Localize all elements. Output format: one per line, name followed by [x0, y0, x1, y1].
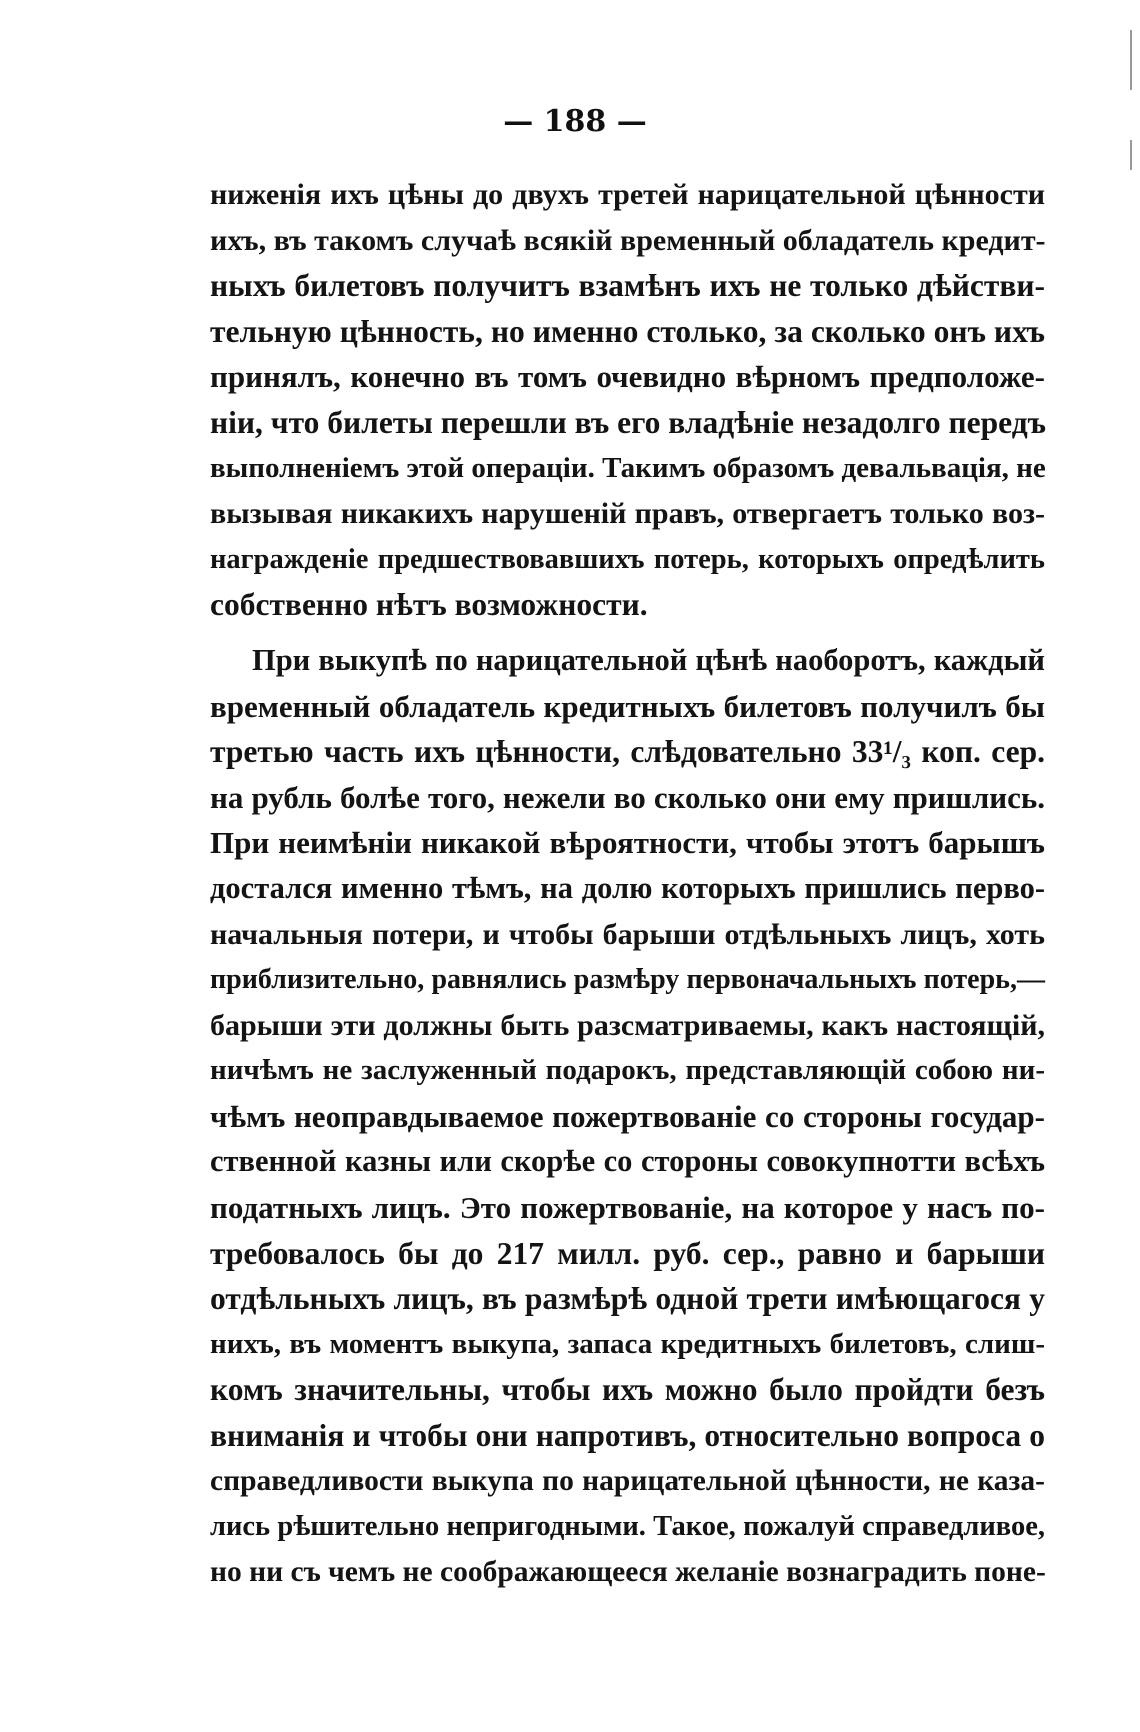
text-line: При выкупѣ по нарицательной цѣнѣ наоборотъ, каждый	[252, 642, 1045, 677]
text-line: награжденіе предшествовавшихъ потерь, которыхъ опредѣлить	[210, 543, 1045, 575]
text-line: барыши эти должны быть разсматриваемы, какъ настоящій,	[210, 1008, 1045, 1042]
text-line: ныхъ билетовъ получитъ взамѣнъ ихъ не только дѣйстви-	[210, 268, 1045, 304]
paragraph	[210, 638, 1045, 1595]
scan-edge-mark	[1130, 30, 1132, 90]
text-line: достался именно тѣмъ, на долю которыхъ пришлись перво-	[210, 870, 1045, 905]
text-line: вызывая никакихъ нарушеній правъ, отвергаетъ только воз-	[210, 497, 1045, 531]
text-line: временный обладатель кредитныхъ билетовъ получилъ бы	[210, 688, 1045, 724]
text-line: тельную цѣнность, но именно столько, за сколько онъ ихъ	[210, 313, 1045, 349]
text-line: чѣмъ неоправдываемое пожертвованіе со стороны государ-	[210, 1098, 1045, 1134]
text-line: собственно нѣтъ возможности.	[210, 587, 648, 623]
page-number: — 188 —	[503, 104, 647, 139]
text-line: выполненіемъ этой операціи. Такимъ образомъ девальвація, не	[210, 451, 1046, 484]
text-line: третью часть ихъ цѣнности, слѣдовательно 33¹/₃ коп. сер.	[210, 734, 1045, 770]
text-line: принялъ, конечно въ томъ очевидно вѣрномъ предположе-	[210, 359, 1045, 395]
text-line: нихъ, въ моментъ выкупа, запаса кредитныхъ билетовъ, слиш-	[210, 1327, 1045, 1360]
scan-edge-mark	[1130, 140, 1132, 170]
text-line: ихъ, въ такомъ случаѣ всякій временный обладатель кредит-	[210, 223, 1046, 257]
text-line: ничѣмъ не заслуженный подарокъ, представляющій собою ни-	[210, 1054, 1045, 1087]
paragraph-gap	[210, 628, 1045, 638]
text-line: на рубль болѣе того, нежели во сколько они ему пришлись.	[210, 779, 1045, 815]
text-line: отдѣльныхъ лицъ, въ размѣрѣ одной трети имѣющагося у	[210, 1281, 1045, 1317]
text-line: лись рѣшительно непригодными. Такое, пожалуй справедливое,	[210, 1511, 1045, 1543]
text-line: податныхъ лицъ. Это пожертвованіе, на которое у насъ по-	[210, 1190, 1045, 1226]
text-line: начальныя потери, и чтобы барыши отдѣльныхъ лицъ, хоть	[210, 917, 1045, 951]
text-line: но ни съ чемъ не соображающееся желаніе вознаградить поне-	[210, 1555, 1046, 1588]
text-line: При неимѣніи никакой вѣроятности, чтобы этотъ барышъ	[210, 825, 1045, 861]
body-text	[210, 172, 1045, 1595]
text-line: вниманія и чтобы они напротивъ, относительно вопроса о	[210, 1418, 1045, 1454]
text-line: комъ значительны, чтобы ихъ можно было пройдти безъ	[210, 1372, 1045, 1408]
text-line: ніи, что билеты перешли въ его владѣніе незадолго передъ	[210, 404, 1047, 440]
text-line: ственной казны или скорѣе со стороны совокупнотти всѣхъ	[210, 1144, 1045, 1179]
text-line: требовалось бы до 217 милл. руб. сер., равно и барыши	[210, 1235, 1045, 1271]
text-line: справедливости выкупа по нарицательной цѣнности, не каза-	[210, 1464, 1045, 1497]
text-line: приблизительно, равнялись размѣру первоначальныхъ потерь,—	[210, 964, 1045, 996]
text-line: ниженія ихъ цѣны до двухъ третей нарицательной цѣнности	[210, 178, 1045, 211]
paragraph	[210, 172, 1045, 628]
